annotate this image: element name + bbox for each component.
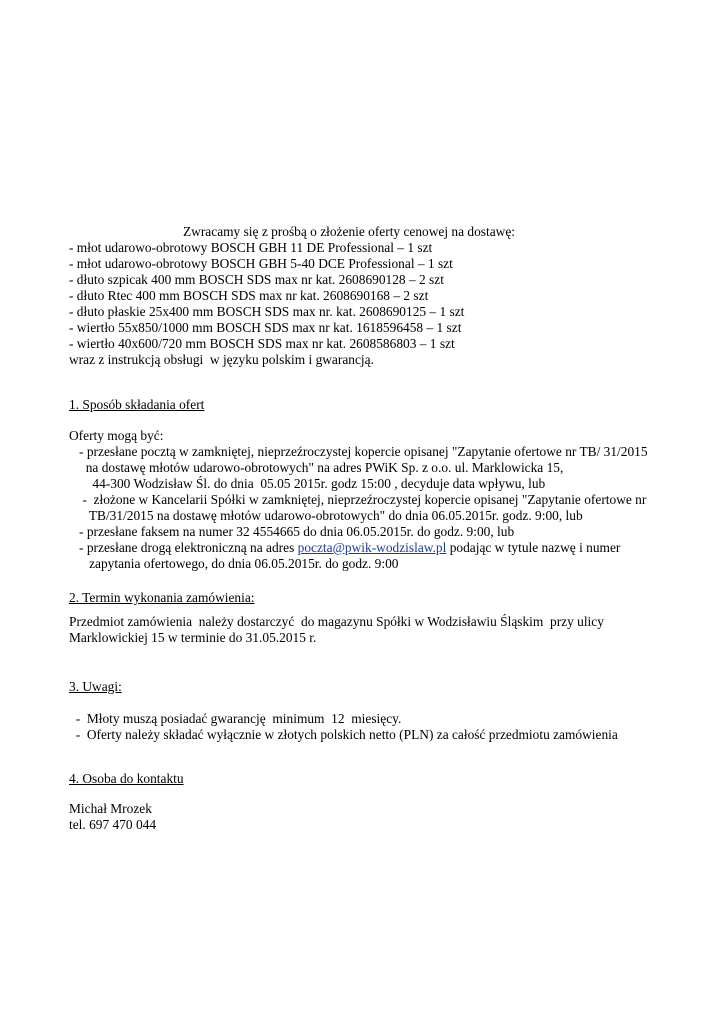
offer-line: zapytania ofertowego, do dnia 06.05.2015r. do godz. 9:00 bbox=[69, 556, 399, 571]
email-link[interactable]: poczta@pwik-wodzislaw.pl bbox=[297, 540, 447, 555]
intro-text: Zwracamy się z prośbą o złożenie oferty cenowej na dostawę: bbox=[183, 224, 516, 239]
items-footer: wraz z instrukcją obsługi w języku polskim i gwarancją. bbox=[69, 352, 374, 367]
item-line: - dłuto płaskie 25x400 mm BOSCH SDS max nr. kat. 2608690125 – 1 szt bbox=[69, 304, 465, 319]
section-heading: 4. Osoba do kontaktu bbox=[69, 771, 184, 786]
item-line: - wiertło 40x600/720 mm BOSCH SDS max nr kat. 2608586803 – 1 szt bbox=[69, 336, 455, 351]
section-heading: 2. Termin wykonania zamówienia: bbox=[69, 590, 255, 605]
contact-name: Michał Mrozek bbox=[69, 801, 152, 816]
paragraph-line: Przedmiot zamówienia należy dostarczyć do magazynu Spółki w Wodzisławiu Śląskim przy ulicy bbox=[69, 614, 604, 629]
offer-line: - złożone w Kancelarii Spółki w zamkniętej, nieprzeźroczystej kopercie opisanej "Zapytanie ofertowe nr bbox=[69, 492, 647, 507]
email-prefix: - przesłane drogą elektroniczną na adres bbox=[69, 540, 298, 555]
note-line: - Oferty należy składać wyłącznie w złotych polskich netto (PLN) za całość przedmiotu zamówienia bbox=[69, 727, 618, 742]
offer-line: - przesłane faksem na numer 32 4554665 do dnia 06.05.2015r. do godz. 9:00, lub bbox=[69, 524, 515, 539]
offer-line: 44-300 Wodzisław Śl. do dnia 05.05 2015r. godz 15:00 , decyduje data wpływu, lub bbox=[69, 476, 546, 491]
offer-line-email bbox=[69, 540, 620, 556]
item-line: - dłuto Rtec 400 mm BOSCH SDS max nr kat. 2608690168 – 2 szt bbox=[69, 288, 429, 303]
section-heading: 1. Sposób składania ofert bbox=[69, 397, 205, 412]
item-line: - dłuto szpicak 400 mm BOSCH SDS max nr kat. 2608690128 – 2 szt bbox=[69, 272, 444, 287]
item-line: - młot udarowo-obrotowy BOSCH GBH 5-40 DCE Professional – 1 szt bbox=[69, 256, 453, 271]
offer-line: - przesłane pocztą w zamkniętej, nieprzeźroczystej kopercie opisanej "Zapytanie ofertowe nr TB/ 31/2015 bbox=[69, 444, 648, 459]
paragraph-line: Marklowickiej 15 w terminie do 31.05.2015 r. bbox=[69, 630, 317, 645]
item-line: - wiertło 55x850/1000 mm BOSCH SDS max nr kat. 1618596458 – 1 szt bbox=[69, 320, 462, 335]
offer-line: na dostawę młotów udarowo-obrotowych" na adres PWiK Sp. z o.o. ul. Marklowicka 15, bbox=[69, 460, 564, 475]
contact-phone: tel. 697 470 044 bbox=[69, 817, 157, 832]
email-suffix: podając w tytule nazwę i numer bbox=[446, 540, 621, 555]
offer-line: TB/31/2015 na dostawę młotów udarowo-obrotowych" do dnia 06.05.2015r. godz. 9:00, lub bbox=[69, 508, 583, 523]
section-heading: 3. Uwagi: bbox=[69, 679, 122, 694]
note-line: - Młoty muszą posiadać gwarancję minimum 12 miesięcy. bbox=[69, 711, 402, 726]
section-lead: Oferty mogą być: bbox=[69, 428, 164, 443]
item-line: - młot udarowo-obrotowy BOSCH GBH 11 DE Professional – 1 szt bbox=[69, 240, 433, 255]
